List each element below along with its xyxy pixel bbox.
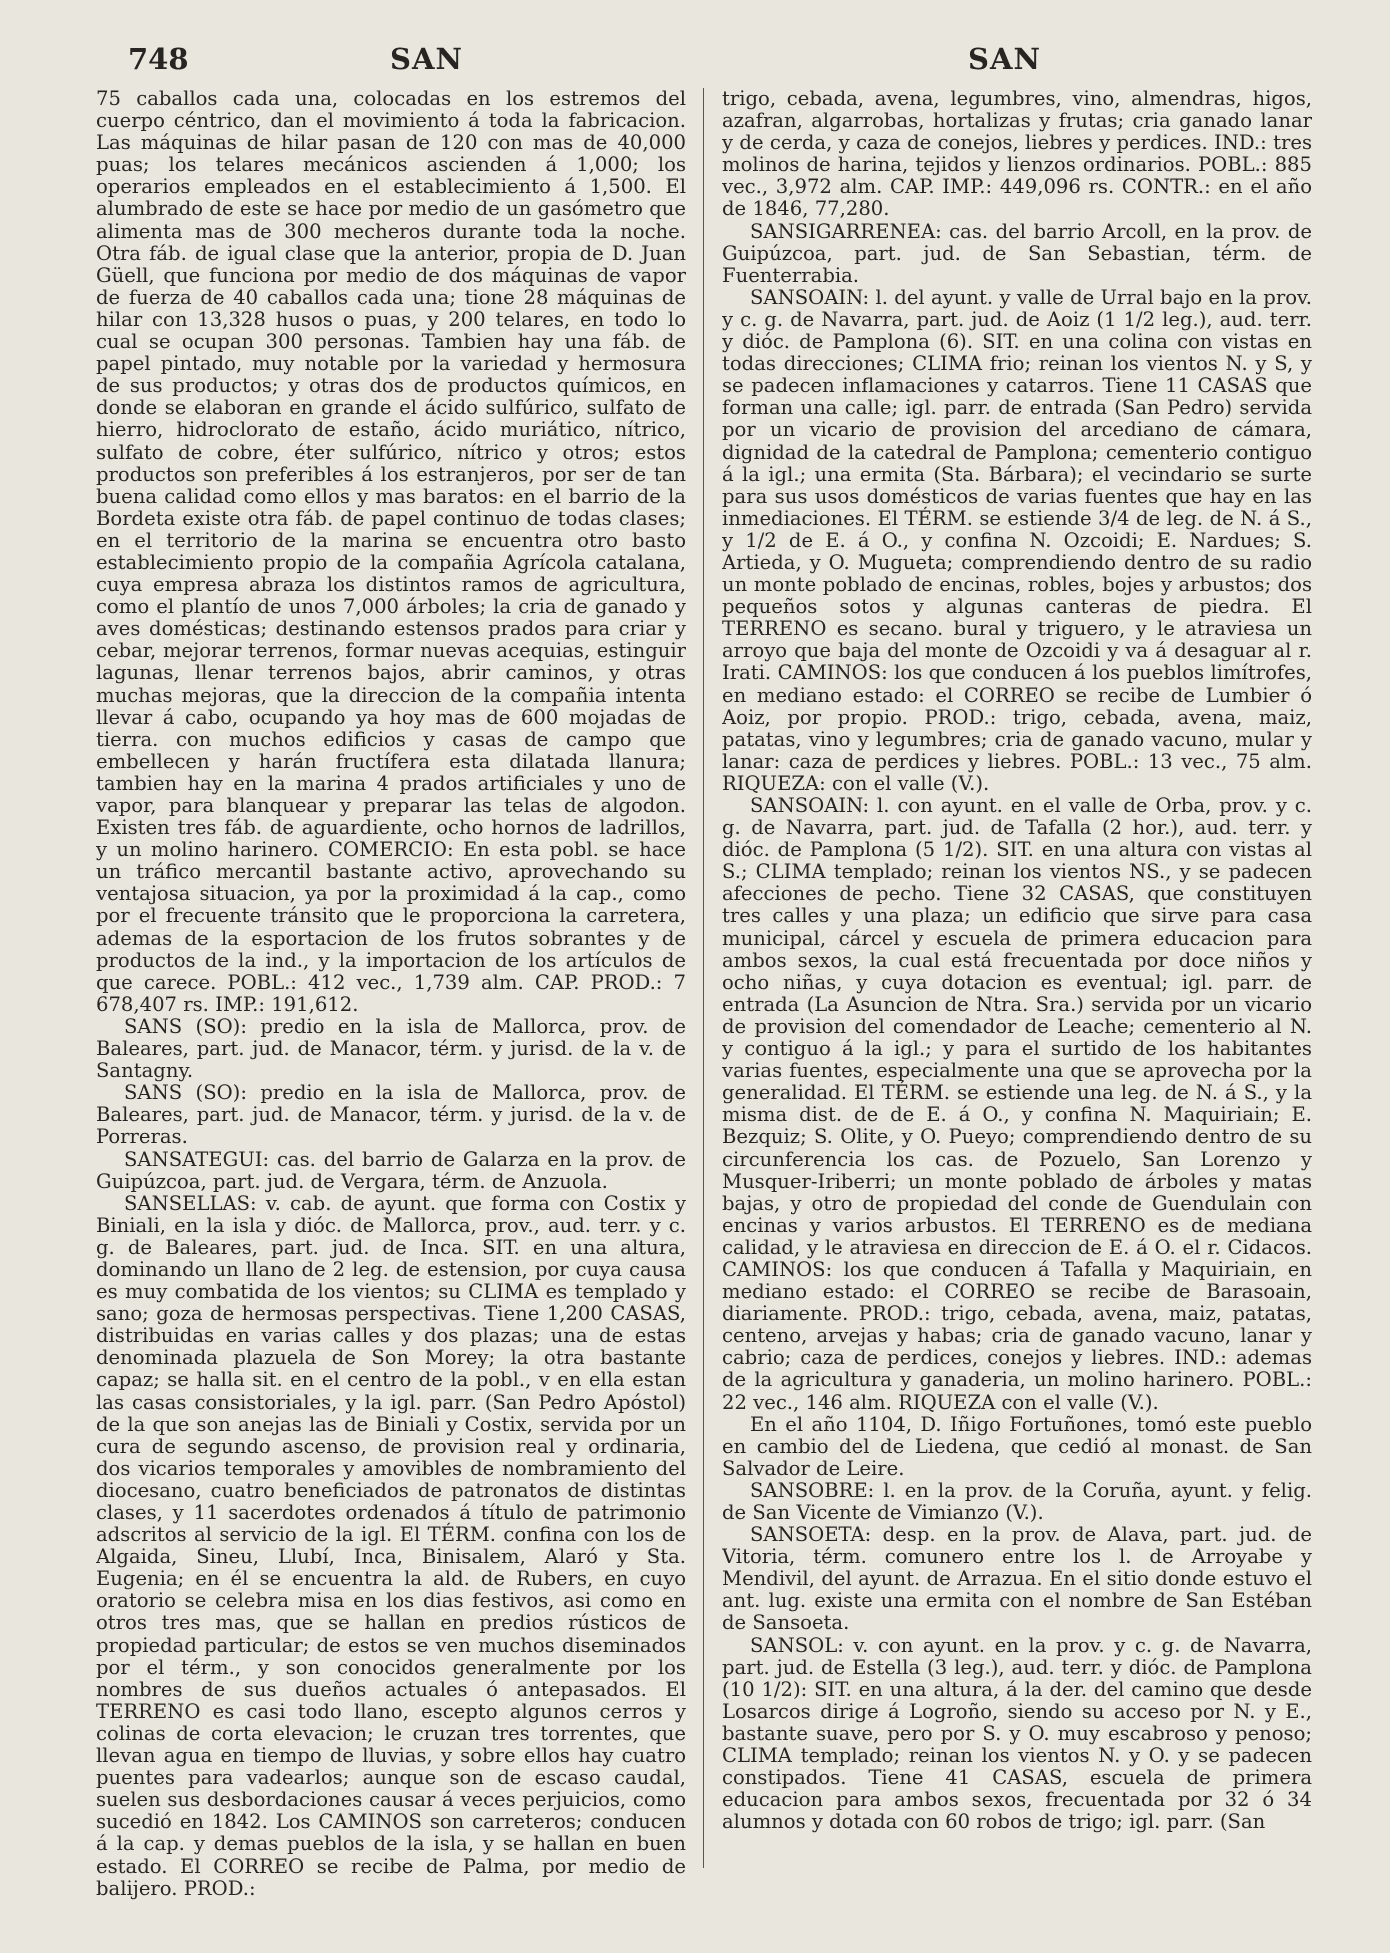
entry-sansol: SANSOL: v. con ayunt. en la prov. y c. g. de Navarra, part. jud. de Estella (3 leg.), aud. terr. y dióc. de Pamplona (10 1/2): SIT. en una altura, á la der. del camino que desde Losarcos dirige á Logroño, siendo su acceso por N. y E., bastante suave, pero por S. y O. muy escabroso y penoso; CLIMA templado; reinan los vientos N. y O. y se padecen constipados. Tiene 41 CASAS, escuela de primera educacion para ambos sexos, frecuentada por 32 ó 34 alumnos y dotada con 60 robos de trigo; igl. parr. (San: [722, 1633, 1312, 1834]
entry-sans-porreras: SANS (SO): predio en la isla de Mallorca, prov. de Baleares, part. jud. de Manacor, térm. y jurisd. de la v. de Porreras.: [96, 1081, 686, 1149]
running-head-left: SAN: [390, 42, 463, 76]
entry-sansoain-orba: SANSOAIN: l. con ayunt. en el valle de Orba, prov. y c. g. de Navarra, part. jud. de Tafalla (2 hor.), aud. terr. y dióc. de Pamplona (5 1/2). SIT. en una altura con vistas al S.; CLIMA templado; reinan los vientos NS., y se padecen afecciones de pecho. Tiene 32 CASAS, que constituyen tres calles y una plaza; un edificio que sirve para casa municipal, cárcel y escuela de primera educacion para ambos sexos, la cual está frecuentada por doce niños y ocho niñas, y cuya dotacion es eventual; igl. parr. de entrada (La Asuncion de Ntra. Sra.) servida por un vicario de provision del comendador de Leache; cementerio al N. y contiguo á la igl.; y para el surtido de los habitantes varias fuentes, especialmente una que se aprovecha por la generalidad. El TÉRM. se estiende una leg. de N. á S., y la misma dist. de de E. á O., y confina N. Maquiriain; E. Bezquiz; S. Olite, y O. Pueyo; comprendiendo dentro de su circunferencia los cas. de Pozuelo, San Lorenzo y Musquer-Iriberri; un monte poblado de árboles y matas bajas, y otro de propiedad del conde de Guendulain con encinas y varios arbustos. El TERRENO es de mediana calidad, y le atraviesa en direccion de E. á O. el r. Cidacos. CAMINOS: los que conducen á Tafalla y Maquiriain, en mediano estado: el CORREO se recibe de Barasoain, diariamente. PROD.: trigo, cebada, avena, maiz, patatas, centeno, arvejas y habas; cria de ganado vacuno, lanar y cabrio; caza de perdices, conejos y liebres. IND.: ademas de la agricultura y ganaderia, un molino harinero. POBL.: 22 vec., 146 alm. RIQUEZA con el valle (V.).: [722, 794, 1312, 1414]
entry-sansigarrenea: SANSIGARRENEA: cas. del barrio Arcoll, en la prov. de Guipúzcoa, part. jud. de San Sebastian, térm. de Fuenterrabia.: [722, 219, 1312, 287]
entry-sans-santagny: SANS (SO): predio en la isla de Mallorca, prov. de Baleares, part. jud. de Manacor, térm. y jurisd. de la v. de Santagny.: [96, 1014, 686, 1083]
running-head-right: SAN: [968, 42, 1041, 76]
column-divider: [703, 88, 704, 1868]
entry-sansobre: SANSOBRE: l. en la prov. de la Coruña, ayunt. y felig. de San Vicente de Vimianzo (V.).: [722, 1478, 1312, 1524]
entry-sansoeta: SANSOETA: desp. en la prov. de Alava, part. jud. de Vitoria, térm. comunero entre los l. de Arroyabe y Mendivil, del ayunt. de Arrazua. En el sitio donde estuvo el ant. lug. existe una ermita con el nombre de San Estéban de Sansoeta.: [722, 1523, 1312, 1635]
entry-sansellas: SANSELLAS: v. cab. de ayunt. que forma con Costix y Biniali, en la isla y dióc. de Mallorca, prov., aud. terr. y c. g. de Baleares, part. jud. de Inca. SIT. en una altura, dominando un llano de 2 leg. de estension, por cuya causa es muy combatida de los vientos; su CLIMA es templado y sano; goza de hermosas perspectivas. Tiene 1,200 CASAS, distribuidas en varias calles y dos plazas; una de estas denominada plazuela de Son Morey; la otra bastante capaz; se halla sit. en el centro de la pobl., v en ella estan las casas consistoriales, y la igl. parr. (San Pedro Apóstol) de la que son anejas las de Biniali y Costix, servida por un cura de segundo ascenso, de provision real y ordinaria, dos vicarios temporales y amovibles de nombramiento del diocesano, cuatro beneficiados de patronatos de distintas clases, y 11 sacerdotes ordenados á título de patrimonio adscritos al servicio de la igl. El TÉRM. confina con los de Algaida, Sineu, Llubí, Inca, Binisalem, Alaró y Sta. Eugenia; en él se encuentra la ald. de Rubers, en cuyo oratorio se celebra misa en los dias festivos, asi como en otros tres mas, que se hallan en predios rústicos de propiedad particular; de estos se ven muchos diseminados por el térm., y son conocidos generalmente por los nombres de sus dueños actuales ó antepasados. El TERRENO es casi todo llano, escepto algunos cerros y colinas de corta elevacion; le cruzan tres torrentes, que llevan agua en tiempo de lluvias, y sobre ellos hay cuatro puentes para vadearlos; aunque son de escaso caudal, suelen sus desbordaciones causar á veces perjuicios, como sucedió en 1842. Los CAMINOS son carreteros; conducen á la cap. y demas pueblos de la isla, y se hallan en buen estado. El CORREO se recibe de Palma, por medio de balijero. PROD.:: [96, 1191, 686, 1900]
left-column: [96, 88, 686, 1933]
entry-continuation: 75 caballos cada una, colocadas en los estremos del cuerpo céntrico, dan el movimiento á toda la fabricacion. Las máquinas de hilar pasan de 120 con mas de 40,000 puas; los telares mecánicos ascienden á 1,000; los operarios empleados en el establecimiento á 1,500. El alumbrado de este se hace por medio de un gasómetro que alimenta mas de 300 mecheros durante toda la noche. Otra fáb. de igual clase que la anterior, propia de D. Juan Güell, que funciona por medio de dos máquinas de vapor de fuerza de 40 caballos cada una; tione 28 máquinas de hilar con 13,328 husos o puas, y 200 telares, en todo lo cual se ocupan 300 personas. Tambien hay una fáb. de papel pintado, muy notable por la variedad y hermosura de sus productos; y otras dos de productos químicos, en donde se elaboran en grande el ácido sulfúrico, sulfato de hierro, hidroclorato de estaño, ácido muriático, nítrico, sulfato de cobre, éter sulfúrico, nítrico y otros; estos productos son preferibles á los estranjeros, por ser de tan buena calidad como ellos y mas baratos: en el barrio de la Bordeta existe otra fáb. de papel continuo de todas clases; en el territorio de la marina se encuentra otro basto establecimiento propio de la compañia Agrícola catalana, cuya empresa abraza los distintos ramos de agricultura, como el plantío de unos 7,000 árboles; la cria de ganado y aves domésticas; destinando estensos prados para criar y cebar, mejorar terrenos, formar nuevas acequias, estinguir lagunas, llenar terrenos bajos, abrir caminos, y otras muchas mejoras, que la direccion de la compañia intenta llevar á cabo, ocupando ya hoy mas de 600 mojadas de tierra. con muchos edificios y casas de campo que embellecen y harán fructífera esta dilatada llanura; tambien hay en la marina 4 prados artificiales y uno de vapor, para blanquear y preparar las telas de algodon. Existen tres fáb. de aguardiente, ocho hornos de ladrillos, y un molino harinero. COMERCIO: En esta pobl. se hace un tráfico mercantil bastante activo, aprovechando su ventajosa situacion, ya por la proximidad á la cap., como por el frecuente tránsito que le proporciona la carretera, ademas de la esportacion de los frutos sobrantes y de productos de la ind., y la importacion de los artículos de que carece. POBL.: 412 vec., 1,739 alm. CAP. PROD.: 7 678,407 rs. IMP.: 191,612.: [96, 88, 686, 1016]
entry-sansategui: SANSATEGUI: cas. del barrio de Galarza en la prov. de Guipúzcoa, part. jud. de Vergara, térm. de Anzuola.: [96, 1147, 686, 1193]
right-column: [722, 88, 1312, 1933]
entry-sansoain-history: En el año 1104, D. Iñigo Fortuñones, tomó este pueblo en cambio del de Liedena, que cedió al monast. de San Salvador de Leire.: [722, 1412, 1312, 1480]
entry-sansoain-urral: SANSOAIN: l. del ayunt. y valle de Urral bajo en la prov. y c. g. de Navarra, part. jud. de Aoiz (1 1/2 leg.), aud. terr. y dióc. de Pamplona (6). SIT. en una colina con vistas en todas direcciones; CLIMA frio; reinan los vientos N. y S, y se padecen inflamaciones y catarros. Tiene 11 CASAS que forman una calle; igl. parr. de entrada (San Pedro) servida por un vicario de provision del arcediano de cámara, dignidad de la catedral de Pamplona; cementerio contiguo á la igl.; una ermita (Sta. Bárbara); el vecindario se surte para sus usos domésticos de varias fuentes que hay en las inmediaciones. El TÉRM. se estiende 3/4 de leg. de N. á S., y 1/2 de E. á O., y confina N. Ozcoidi; E. Nardues; S. Artieda, y O. Mugueta; comprendiendo dentro de su radio un monte poblado de encinas, robles, bojes y arbustos; dos pequeños sotos y algunas canteras de piedra. El TERRENO es secano. bural y triguero, y le atraviesa un arroyo que baja del monte de Ozcoidi y va á desaguar al r. Irati. CAMINOS: los que conducen á los pueblos limítrofes, en mediano estado: el CORREO se recibe de Lumbier ó Aoiz, por propio. PROD.: trigo, cebada, avena, maiz, patatas, vino y legumbres; cria de ganado vacuno, mular y lanar: caza de perdices y liebres. POBL.: 13 vec., 75 alm. RIQUEZA: con el valle (V.).: [722, 285, 1312, 795]
entry-continuation: trigo, cebada, avena, legumbres, vino, almendras, higos, azafran, algarrobas, hortalizas y frutas; cria ganado lanar y de cerda, y caza de conejos, liebres y perdices. IND.: tres molinos de harina, tejidos y lienzos ordinarios. POBL.: 885 vec., 3,972 alm. CAP. IMP.: 449,096 rs. CONTR.: en el año de 1846, 77,280.: [722, 88, 1312, 221]
page-number: 748: [128, 42, 189, 76]
